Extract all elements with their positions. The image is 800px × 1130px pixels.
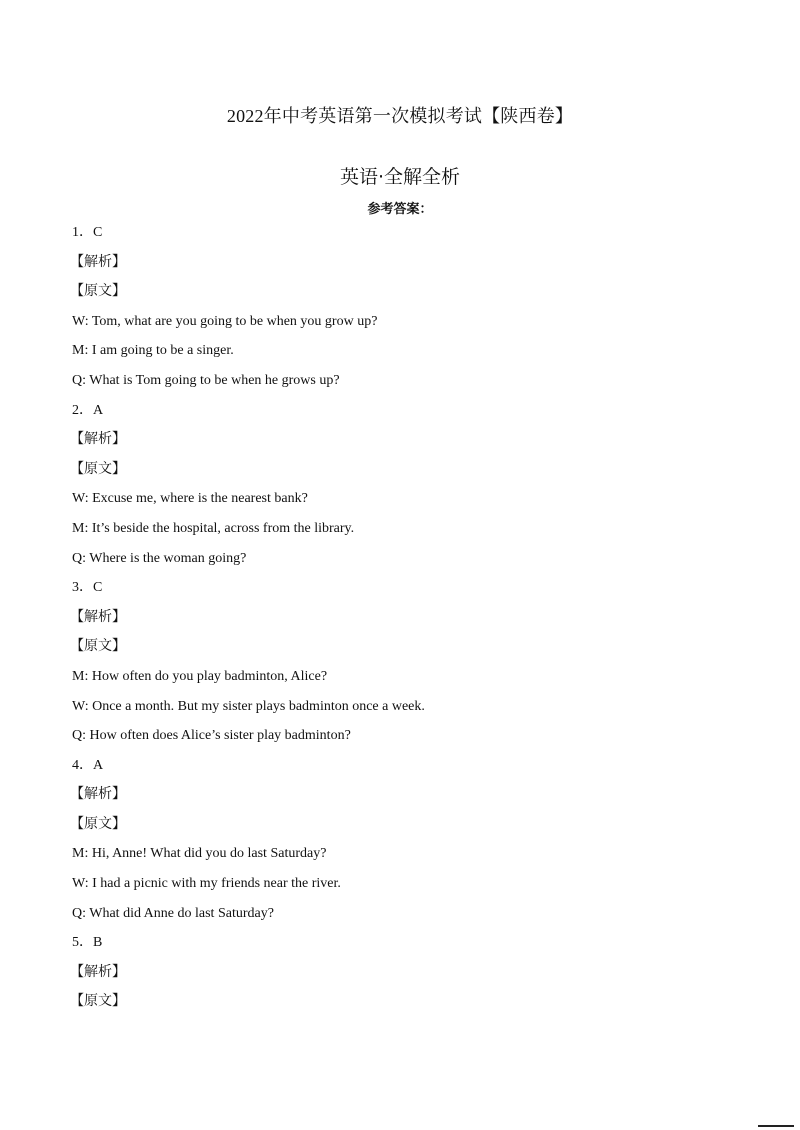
transcript-question: Q: What did Anne do last Saturday? <box>72 905 274 921</box>
transcript-line: W: Excuse me, where is the nearest bank? <box>72 491 308 507</box>
transcript-question: Q: What is Tom going to be when he grows up? <box>72 372 340 388</box>
transcript-line: M: I am going to be a singer. <box>72 343 234 359</box>
transcript-line: M: Hi, Anne! What did you do last Saturday? <box>72 846 327 862</box>
transcript-label: 【原文】 <box>70 639 126 655</box>
analysis-label: 【解析】 <box>70 254 126 270</box>
transcript-line: W: Once a month. But my sister plays badminton once a week. <box>72 698 425 714</box>
analysis-label: 【解析】 <box>70 787 126 803</box>
question-number: 3．C <box>72 580 103 596</box>
transcript-label: 【原文】 <box>70 461 126 477</box>
question-number: 1．C <box>72 225 103 240</box>
transcript-label: 【原文】 <box>70 994 126 1010</box>
transcript-line: M: It’s beside the hospital, across from the library. <box>72 520 355 536</box>
document-title: 2022年中考英语第一次模拟考试【陕西卷】 <box>226 106 574 126</box>
answer-key-heading: 参考答案： <box>367 202 433 217</box>
transcript-label: 【原文】 <box>70 816 126 832</box>
transcript-line: W: I had a picnic with my friends near the river. <box>72 876 341 892</box>
question-number: 5．B <box>72 935 103 951</box>
transcript-line: M: How often do you play badminton, Alice? <box>72 668 328 684</box>
document-subtitle: 英语·全解全析 <box>339 166 461 188</box>
transcript-label: 【原文】 <box>70 284 126 300</box>
analysis-label: 【解析】 <box>70 432 126 448</box>
question-number: 4．A <box>72 757 104 773</box>
question-number: 2．A <box>72 402 104 418</box>
transcript-line: W: Tom, what are you going to be when you grow up? <box>72 313 378 329</box>
page-footer-rule <box>758 1125 794 1127</box>
answer-list <box>72 218 732 1017</box>
transcript-question: Q: How often does Alice’s sister play badminton? <box>72 728 351 744</box>
transcript-question: Q: Where is the woman going? <box>72 550 247 566</box>
analysis-label: 【解析】 <box>70 964 126 980</box>
analysis-label: 【解析】 <box>70 609 126 625</box>
